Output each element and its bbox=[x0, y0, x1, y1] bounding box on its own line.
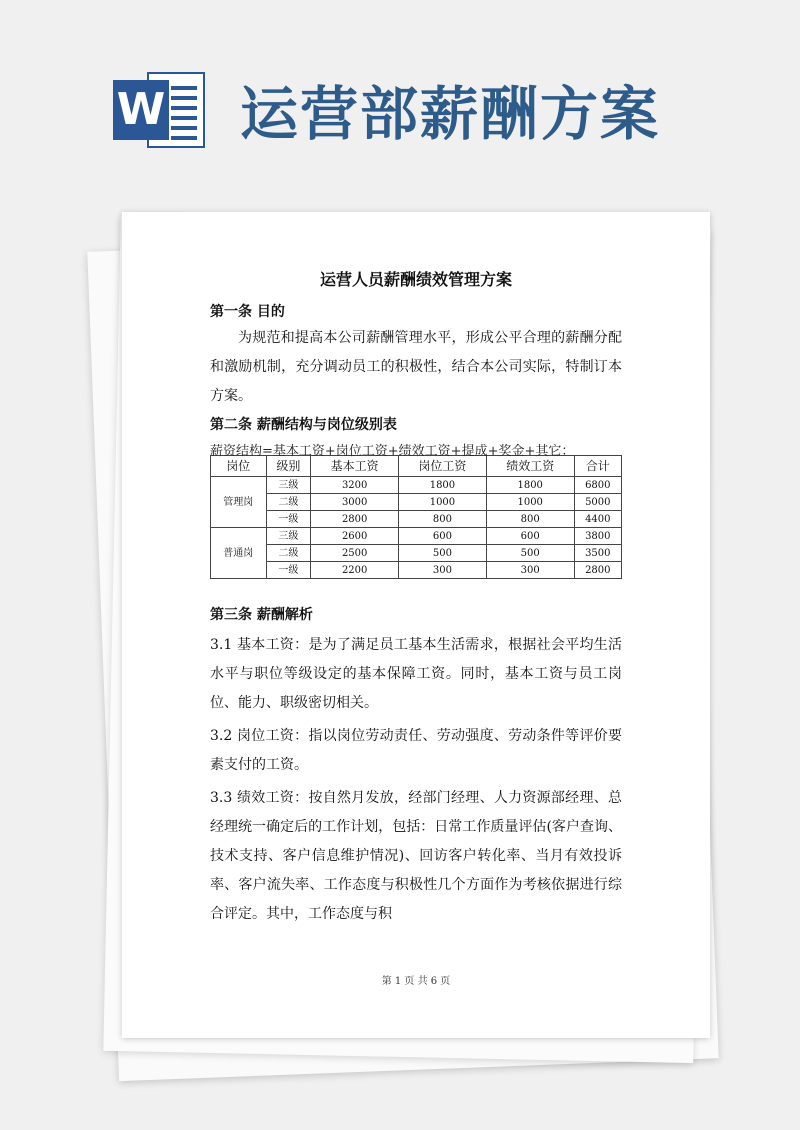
table-cell: 1800 bbox=[399, 477, 487, 494]
table-cell: 三级 bbox=[266, 477, 311, 494]
post-cell: 普通岗 bbox=[211, 528, 267, 579]
page-title: 运营部薪酬方案 bbox=[240, 80, 661, 148]
table-row bbox=[211, 477, 622, 494]
table-header-cell: 级别 bbox=[266, 456, 311, 477]
table-cell: 1000 bbox=[399, 494, 487, 511]
table-cell: 二级 bbox=[266, 494, 311, 511]
table-cell: 6800 bbox=[574, 477, 621, 494]
table-cell: 一级 bbox=[266, 562, 311, 579]
section3-item-performance-salary: 3.3 绩效工资：按自然月发放，经部门经理、人力资源部经理、总经理统一确定后的工作计划，包括：日常工作质量评估(客户查询、技术支持、客户信息维护情况)、回访客户转化率、当月有效投诉率、客户流失率、工作态度与积极性几个方面作为考核依据进行综合评定。其中，工作态度与积 bbox=[210, 790, 622, 922]
section1-heading: 第一条 目的 bbox=[210, 304, 285, 320]
word-icon-letter: W bbox=[113, 80, 169, 140]
table-header-cell: 合计 bbox=[574, 456, 621, 477]
table-cell: 500 bbox=[486, 545, 574, 562]
document-title: 运营人员薪酬绩效管理方案 bbox=[319, 270, 512, 289]
table-cell: 600 bbox=[486, 528, 574, 545]
table-header-cell: 岗位工资 bbox=[399, 456, 487, 477]
table-cell: 1800 bbox=[486, 477, 574, 494]
table-row bbox=[211, 511, 622, 528]
word-icon bbox=[113, 70, 205, 150]
table-cell: 500 bbox=[399, 545, 487, 562]
section3-item-basic-salary: 3.1 基本工资：是为了满足员工基本生活需求，根据社会平均生活水平与职位等级设定的基本保障工资。同时，基本工资与员工岗位、能力、职级密切相关。 bbox=[210, 637, 622, 711]
table-cell: 一级 bbox=[266, 511, 311, 528]
page-footer: 第 1 页 共 6 页 bbox=[381, 976, 451, 987]
document-page bbox=[122, 212, 710, 1038]
table-header-cell: 绩效工资 bbox=[486, 456, 574, 477]
table-row bbox=[211, 494, 622, 511]
table-cell: 4400 bbox=[574, 511, 621, 528]
section2-heading: 第二条 薪酬结构与岗位级别表 bbox=[210, 417, 397, 433]
table-cell: 2500 bbox=[311, 545, 399, 562]
table-header-cell: 岗位 bbox=[211, 456, 267, 477]
section3-item-post-salary: 3.2 岗位工资：指以岗位劳动责任、劳动强度、劳动条件等评价要素支付的工资。 bbox=[210, 728, 622, 773]
table-cell: 2200 bbox=[311, 562, 399, 579]
table-cell: 300 bbox=[399, 562, 487, 579]
section1-body: 为规范和提高本公司薪酬管理水平，形成公平合理的薪酬分配和激励机制，充分调动员工的积极性，结合本公司实际，特制订本方案。 bbox=[210, 330, 622, 404]
table-cell: 2800 bbox=[311, 511, 399, 528]
table-cell: 800 bbox=[486, 511, 574, 528]
table-cell: 300 bbox=[486, 562, 574, 579]
table-cell: 三级 bbox=[266, 528, 311, 545]
table-cell: 5000 bbox=[574, 494, 621, 511]
salary-table bbox=[210, 455, 622, 579]
table-cell: 3200 bbox=[311, 477, 399, 494]
table-row bbox=[211, 562, 622, 579]
table-row bbox=[211, 528, 622, 545]
table-header-cell: 基本工资 bbox=[311, 456, 399, 477]
table-cell: 3500 bbox=[574, 545, 621, 562]
header bbox=[0, 0, 800, 190]
post-cell: 管理岗 bbox=[211, 477, 267, 528]
table-cell: 3800 bbox=[574, 528, 621, 545]
table-row bbox=[211, 545, 622, 562]
document-content bbox=[210, 268, 622, 929]
table-cell: 1000 bbox=[486, 494, 574, 511]
table-cell: 800 bbox=[399, 511, 487, 528]
table-cell: 600 bbox=[399, 528, 487, 545]
table-cell: 二级 bbox=[266, 545, 311, 562]
table-cell: 3000 bbox=[311, 494, 399, 511]
table-cell: 2600 bbox=[311, 528, 399, 545]
table-cell: 2800 bbox=[574, 562, 621, 579]
section3-heading: 第三条 薪酬解析 bbox=[210, 607, 313, 623]
salary-structure-line: 薪资结构=基本工资+岗位工资+绩效工资+提成+奖金+其它： bbox=[210, 444, 575, 459]
